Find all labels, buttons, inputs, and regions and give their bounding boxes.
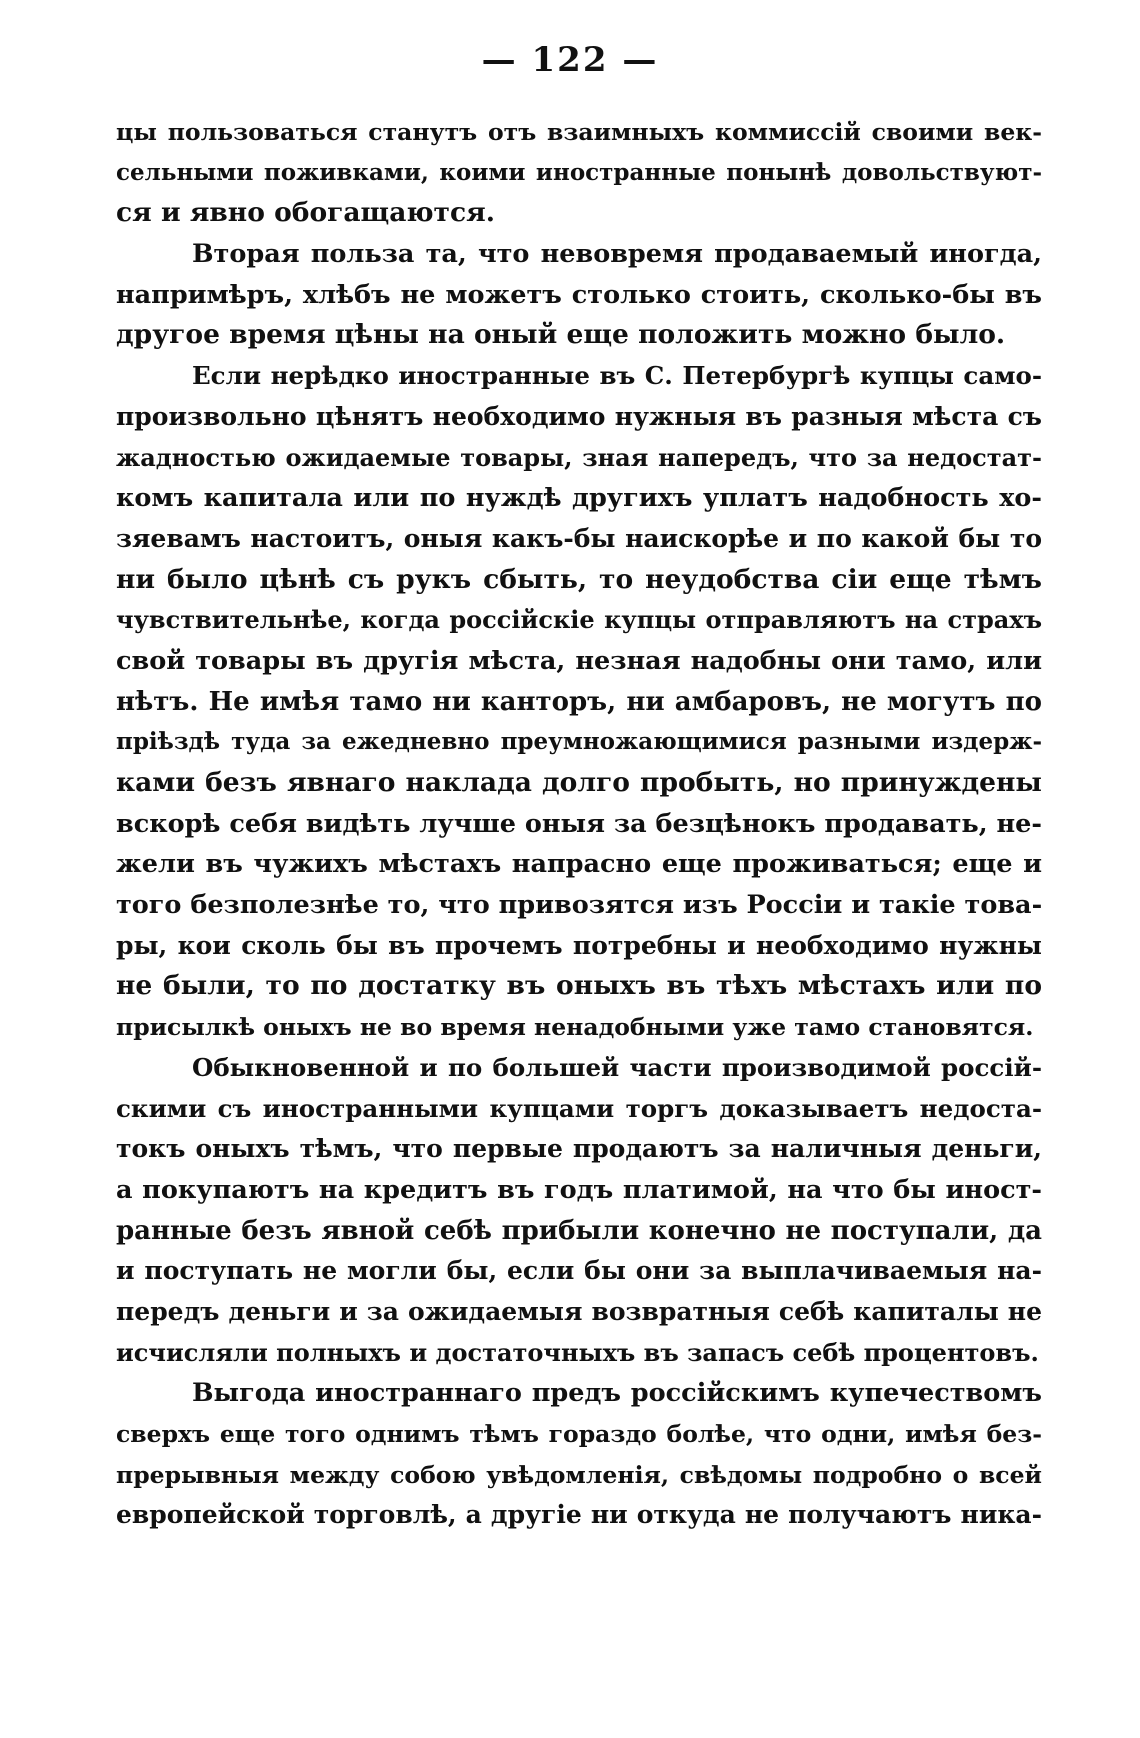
text-line: вскорѣ себя видѣть лучше оныя за безцѣнокъ продавать, не-: [116, 808, 1042, 839]
text-line: комъ капитала или по нуждѣ другихъ уплатъ надобность хо-: [116, 483, 1042, 514]
text-line: жадностью ожидаемые товары, зная напередъ, что за недостат-: [116, 442, 1042, 472]
text-line: токъ оныхъ тѣмъ, что первые продаютъ за наличныя деньги,: [116, 1134, 1042, 1164]
text-line: Вторая польза та, что невовремя продаваемый иногда,: [192, 239, 1042, 270]
text-line: произвольно цѣнятъ необходимо нужныя въ разныя мѣста съ: [116, 401, 1042, 431]
text-line: ками безъ явнаго наклада долго пробыть, но принуждены: [116, 767, 1042, 798]
body-text: [116, 112, 1042, 1536]
text-line: свой товары въ другія мѣста, незная надобны они тамо, или: [116, 645, 1042, 676]
text-line: скими съ иностранными купцами торгъ доказываетъ недоста-: [116, 1093, 1042, 1123]
text-line: ся и явно обогащаются.: [116, 197, 495, 229]
text-line: не были, то по достатку въ оныхъ въ тѣхъ мѣстахъ или по: [116, 970, 1042, 1002]
text-line: сверхъ еще того однимъ тѣмъ гораздо болѣе, что одни, имѣя без-: [116, 1420, 1042, 1448]
page-number: — 122 —: [481, 40, 659, 80]
text-line: Выгода иностраннаго предъ россійскимъ купечествомъ: [192, 1378, 1042, 1409]
text-line: сельными поживками, коими иностранные понынѣ довольствуют-: [116, 158, 1042, 186]
text-line: прерывныя между собою увѣдомленія, свѣдомы подробно о всей: [116, 1460, 1042, 1489]
text-line: пріѣздѣ туда за ежедневно преумножающимися разными издерж-: [116, 728, 1042, 756]
text-line: Если нерѣдко иностранные въ С. Петербургѣ купцы само-: [192, 361, 1042, 391]
text-line: а покупаютъ на кредитъ въ годъ платимой, на что бы иност-: [116, 1174, 1042, 1205]
text-line: присылкѣ оныхъ не во время ненадобными уже тамо становятся.: [116, 1013, 1034, 1042]
text-line: ры, кои сколь бы въ прочемъ потребны и необходимо нужны: [116, 930, 1042, 960]
text-line: жели въ чужихъ мѣстахъ напрасно еще проживаться; еще и: [116, 849, 1042, 880]
text-line: чувствительнѣе, когда россійскіе купцы отправляютъ на страхъ: [116, 605, 1042, 635]
text-line: напримѣръ, хлѣбъ не можетъ столько стоить, сколько-бы въ: [116, 279, 1042, 310]
text-line: ни было цѣнѣ съ рукъ сбыть, то неудобства сіи еще тѣмъ: [116, 563, 1042, 595]
text-line: европейской торговлѣ, а другіе ни откуда не получаютъ ника-: [116, 1500, 1042, 1530]
text-line: другое время цѣны на оный еще положить можно было.: [116, 319, 1006, 351]
text-line: передъ деньги и за ожидаемыя возвратныя себѣ капиталы не: [116, 1296, 1042, 1326]
text-line: того безполезнѣе то, что привозятся изъ Россіи и такіе това-: [116, 890, 1042, 921]
text-line: исчисляли полныхъ и достаточныхъ въ запасъ себѣ процентовъ.: [116, 1337, 1039, 1367]
text-line: нѣтъ. Не имѣя тамо ни канторъ, ни амбаровъ, не могутъ по: [116, 686, 1042, 717]
text-line: и поступать не могли бы, если бы они за выплачиваемыя на-: [116, 1256, 1042, 1286]
text-line: ранные безъ явной себѣ прибыли конечно не поступали, да: [116, 1215, 1042, 1246]
text-line: зяевамъ настоитъ, оныя какъ-бы наискорѣе и по какой бы то: [116, 523, 1042, 553]
text-line: Обыкновенной и по большей части производимой россій-: [192, 1052, 1042, 1082]
text-line: цы пользоваться станутъ отъ взаимныхъ коммиссій своими век-: [116, 118, 1042, 146]
